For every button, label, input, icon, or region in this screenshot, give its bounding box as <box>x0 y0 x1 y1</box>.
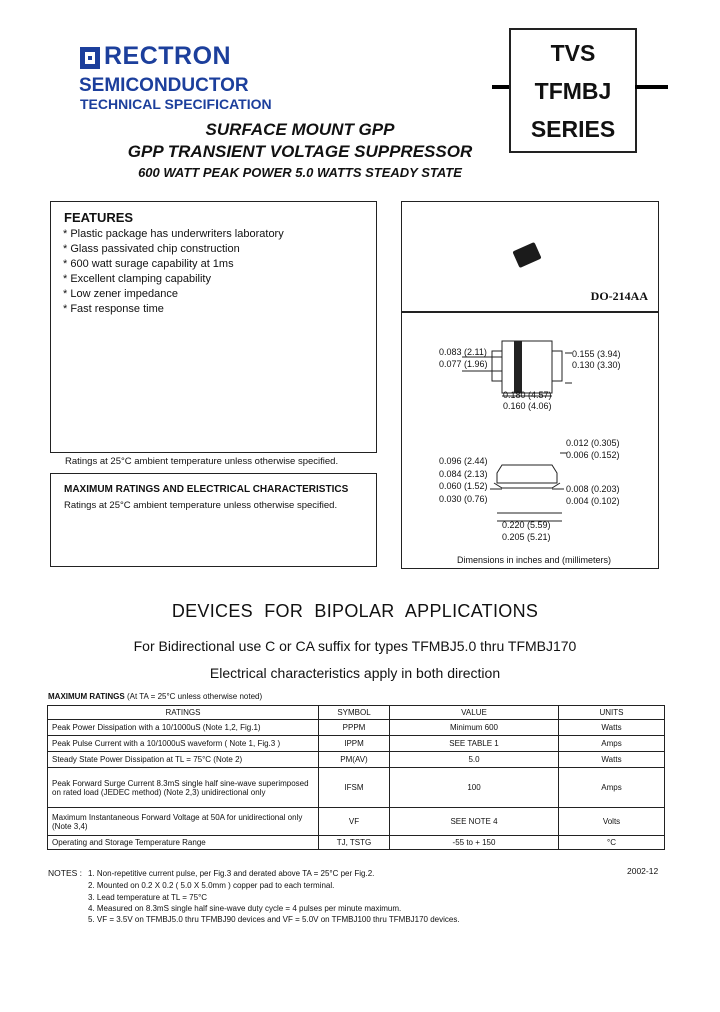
table-row <box>48 836 665 850</box>
feature-item: * Plastic package has underwriters laboratory <box>63 228 284 240</box>
bidirectional-note: For Bidirectional use C or CA suffix for types TFMBJ5.0 thru TFMBJ170 <box>133 638 577 654</box>
dim-label: 0.083 (2.11) <box>439 347 487 357</box>
note-item: 4. Measured on 8.3mS single half sine-wave duty cycle = 4 pulses per minute maximum. <box>88 904 402 913</box>
cell-rating: Steady State Power Dissipation at TL = 75°C (Note 2) <box>48 752 319 768</box>
note-item: 5. VF = 3.5V on TFMBJ5.0 thru TFMBJ90 devices and VF = 5.0V on TFMBJ100 thru TFMBJ170 devices. <box>88 915 460 924</box>
table-row <box>48 768 665 808</box>
dim-label: 0.160 (4.06) <box>503 401 552 411</box>
table-row <box>48 808 665 836</box>
dim-label: 0.077 (1.96) <box>439 359 488 369</box>
header-ratings: RATINGS <box>48 706 319 720</box>
dim-label: 0.060 (1.52) <box>439 481 488 491</box>
features-box <box>50 201 377 453</box>
cell-value: Minimum 600 <box>390 720 559 736</box>
dim-label: 0.220 (5.59) <box>502 520 551 530</box>
ratings-title <box>48 692 262 701</box>
dimension-drawing <box>401 312 659 569</box>
note-item: 1. Non-repetitive current pulse, per Fig.3 and derated above TA = 25°C per Fig.2. <box>88 869 375 878</box>
cell-value: 100 <box>390 768 559 808</box>
brand-name: RECTRON <box>104 42 232 70</box>
bipolar-heading: DEVICES FOR BIPOLAR APPLICATIONS <box>171 601 539 621</box>
feature-item: * Low zener impedance <box>63 288 178 300</box>
cell-units: Watts <box>559 720 665 736</box>
dim-label: 0.084 (2.13) <box>439 469 488 479</box>
header-symbol: SYMBOL <box>319 706 390 720</box>
package-box <box>401 201 659 312</box>
dim-label: 0.180 (4.57) <box>503 390 552 400</box>
header-divider-right <box>635 85 668 89</box>
ambient-note: Ratings at 25°C ambient temperature unless otherwise specified. <box>65 456 339 467</box>
cell-rating: Maximum Instantaneous Forward Voltage at 50A for unidirectional only (Note 3,4) <box>48 808 319 836</box>
cell-units: °C <box>559 836 665 850</box>
feature-item: * Glass passivated chip construction <box>63 243 240 255</box>
dim-label: 0.130 (3.30) <box>572 360 621 370</box>
cell-value: 5.0 <box>390 752 559 768</box>
header-value: VALUE <box>390 706 559 720</box>
title-line-1: SURFACE MOUNT GPP <box>205 120 395 139</box>
cell-value: SEE NOTE 4 <box>390 808 559 836</box>
feature-item: * Excellent clamping capability <box>63 273 211 285</box>
cell-value: -55 to + 150 <box>390 836 559 850</box>
cell-rating: Peak Power Dissipation with a 10/1000uS (Note 1,2, Fig.1) <box>48 720 319 736</box>
cell-symbol: PPPM <box>319 720 390 736</box>
package-chip-image <box>512 242 541 268</box>
title-line-3: 600 WATT PEAK POWER 5.0 WATTS STEADY STATE <box>138 165 462 180</box>
series-line-3: SERIES <box>530 116 616 142</box>
cell-value: SEE TABLE 1 <box>390 736 559 752</box>
cell-units: Amps <box>559 736 665 752</box>
max-ratings-note: Ratings at 25°C ambient temperature unless otherwise specified. <box>64 500 338 511</box>
cell-units: Amps <box>559 768 665 808</box>
max-ratings-box <box>50 473 377 567</box>
revision-date: 2002-12 <box>627 866 659 876</box>
note-item: 2. Mounted on 0.2 X 0.2 ( 5.0 X 5.0mm ) copper pad to each terminal. <box>88 881 335 890</box>
table-row <box>48 720 665 736</box>
cell-symbol: VF <box>319 808 390 836</box>
series-line-1: TVS <box>550 40 596 66</box>
dim-label: 0.205 (5.21) <box>502 532 551 542</box>
dim-label: 0.096 (2.44) <box>439 456 488 466</box>
dim-label: 0.012 (0.305) <box>566 438 620 448</box>
ratings-title-bold: MAXIMUM RATINGS <box>48 692 125 701</box>
cell-symbol: TJ, TSTG <box>319 836 390 850</box>
cell-symbol: IFSM <box>319 768 390 808</box>
dimension-note: Dimensions in inches and (millimeters) <box>457 555 612 565</box>
max-ratings-title: MAXIMUM RATINGS AND ELECTRICAL CHARACTERISTICS <box>64 484 349 495</box>
package-name: DO-214AA <box>590 289 648 303</box>
dim-label: 0.155 (3.94) <box>572 349 621 359</box>
features-title: FEATURES <box>64 210 134 225</box>
ratings-title-rest: (At TA = 25°C unless otherwise noted) <box>124 692 263 701</box>
note-item: 3. Lead temperature at TL = 75°C <box>88 893 208 902</box>
table-row <box>48 752 665 768</box>
series-line-2: TFMBJ <box>534 78 612 104</box>
brand-subtitle: SEMICONDUCTOR <box>79 75 249 96</box>
cell-symbol: PM(AV) <box>319 752 390 768</box>
tech-spec-label: TECHNICAL SPECIFICATION <box>80 96 272 112</box>
notes-label: NOTES : <box>48 868 83 878</box>
electrical-note: Electrical characteristics apply in both direction <box>209 665 501 681</box>
header-divider-left <box>492 85 509 89</box>
dim-label: 0.030 (0.76) <box>439 494 488 504</box>
feature-item: * Fast response time <box>63 303 164 315</box>
cell-units: Volts <box>559 808 665 836</box>
dim-label: 0.008 (0.203) <box>566 484 620 494</box>
dim-label: 0.006 (0.152) <box>566 450 620 460</box>
cell-rating: Peak Pulse Current with a 10/1000uS waveform ( Note 1, Fig.3 ) <box>48 736 319 752</box>
feature-item: * 600 watt surage capability at 1ms <box>63 258 234 270</box>
table-row <box>48 736 665 752</box>
logo-icon <box>80 47 100 69</box>
cell-rating: Peak Forward Surge Current 8.3mS single half sine-wave superimposed on rated load (JEDEC method) (Note 2,3) unidirectional only <box>48 768 319 808</box>
cell-symbol: IPPM <box>319 736 390 752</box>
dim-label: 0.004 (0.102) <box>566 496 620 506</box>
cell-rating: Operating and Storage Temperature Range <box>48 836 319 850</box>
header-units: UNITS <box>559 706 665 720</box>
ratings-table <box>47 705 665 850</box>
title-line-2: GPP TRANSIENT VOLTAGE SUPPRESSOR <box>127 142 473 161</box>
table-header-row <box>48 706 665 720</box>
cell-units: Watts <box>559 752 665 768</box>
